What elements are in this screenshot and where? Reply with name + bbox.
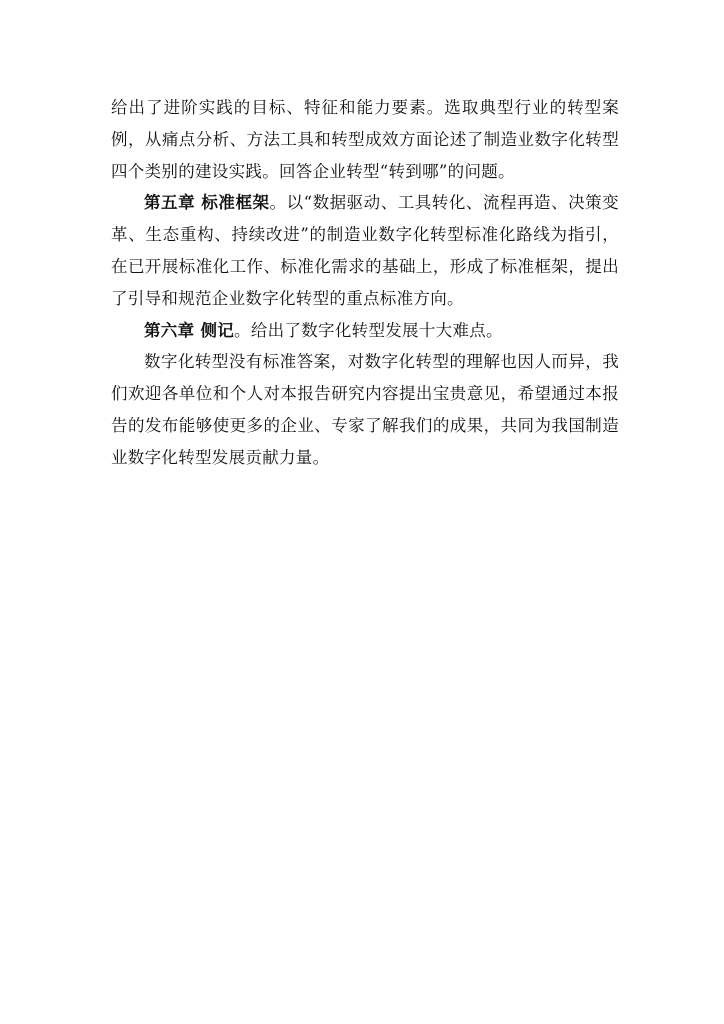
paragraph-closing [111,346,619,473]
chapter-five-heading: 第五章 标准框架 [144,193,270,213]
paragraph-text: 数字化转型没有标准答案，对数字化转型的理解也因人而异，我们欢迎各单位和个人对本报告研究内容提出宝贵意见，希望通过本报告的发布能够使更多的企业、专家了解我们的成果，共同为我国制造业数字化转型发展贡献力量。 [111,352,619,467]
paragraph-text: 给出了进阶实践的目标、特征和能力要素。选取典型行业的转型案例，从痛点分析、方法工具和转型成效方面论述了制造业数字化转型四个类别的建设实践。回答企业转型“转到哪”的问题。 [111,98,619,181]
paragraph-chapter-six [111,315,619,347]
paragraph-chapter-five [111,187,619,314]
paragraph-text: 。以“数据驱动、工具转化、流程再造、决策变革、生态重构、持续改进”的制造业数字化转型标准化路线为指引，在已开展标准化工作、标准化需求的基础上，形成了标准框架，提出了引导和规范企业数字化转型的重点标准方向。 [111,193,619,308]
paragraph-text: 。给出了数字化转型发展十大难点。 [234,320,503,340]
paragraph-chapter-four-continued [111,92,619,187]
document-body [111,92,619,474]
chapter-six-heading: 第六章 侧记 [144,320,235,340]
